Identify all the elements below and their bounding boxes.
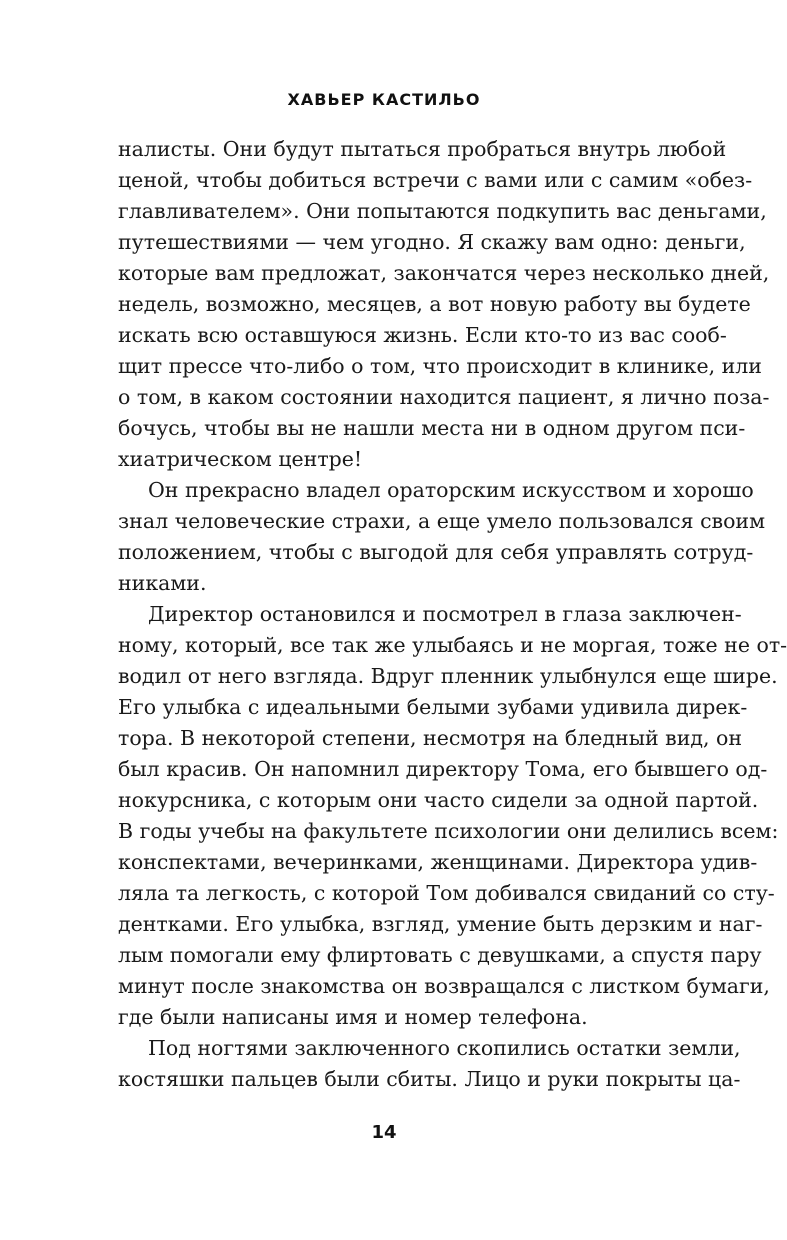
paragraph-first-line: Директор остановился и посмотрел в глаза заключен-	[148, 602, 742, 626]
text-line: лым помогали ему флиртовать с девушками, а спустя пару	[118, 943, 762, 967]
text-line: конспектами, вечеринками, женщинами. Директора удив-	[118, 850, 758, 874]
text-line: которые вам предложат, закончатся через несколько дней,	[118, 261, 770, 285]
text-line: путешествиями — чем угодно. Я скажу вам одно: деньги,	[118, 230, 746, 254]
text-line: водил от него взгляда. Вдруг пленник улыбнулся еще шире.	[118, 664, 778, 688]
text-line: Его улыбка с идеальными белыми зубами удивила дирек-	[118, 695, 748, 719]
text-line: о том, в каком состоянии находится пациент, я лично поза-	[118, 385, 770, 409]
text-line: ному, который, все так же улыбаясь и не моргая, тоже не от-	[118, 633, 787, 657]
text-line: был красив. Он напомнил директору Тома, его бывшего од-	[118, 757, 768, 781]
text-line: недель, возможно, месяцев, а вот новую работу вы будете	[118, 292, 751, 316]
paragraph-first-line: Под ногтями заключенного скопились остатки земли,	[148, 1036, 741, 1060]
text-line: ценой, чтобы добиться встречи с вами или с самим «обез-	[118, 168, 753, 192]
text-line: В годы учебы на факультете психологии они делились всем:	[118, 819, 779, 843]
text-line: дентками. Его улыбка, взгляд, умение быть дерзким и наг-	[118, 912, 763, 936]
text-line: ляла та легкость, с которой Том добивался свиданий со сту-	[118, 881, 775, 905]
text-line: искать всю оставшуюся жизнь. Если кто-то из вас сооб-	[118, 323, 727, 347]
text-line: налисты. Они будут пытаться пробраться внутрь любой	[118, 137, 727, 161]
body-text	[118, 134, 787, 1095]
running-head: ХАВЬЕР КАСТИЛЬО	[287, 90, 481, 109]
text-line: хиатрическом центре!	[118, 447, 363, 471]
text-line: щит прессе что-либо о том, что происходит в клинике, или	[118, 354, 762, 378]
text-line: положением, чтобы с выгодой для себя управлять сотруд-	[118, 540, 754, 564]
text-line: нокурсника, с которым они часто сидели за одной партой.	[118, 788, 759, 812]
text-line: где были написаны имя и номер телефона.	[118, 1005, 588, 1029]
text-line: главливателем». Они попытаются подкупить вас деньгами,	[118, 199, 767, 223]
text-line: костяшки пальцев были сбиты. Лицо и руки покрыты ца-	[118, 1067, 741, 1091]
text-line: никами.	[118, 571, 207, 595]
text-line: тора. В некоторой степени, несмотря на бледный вид, он	[118, 726, 743, 750]
page-number: 14	[371, 1122, 397, 1143]
text-line: знал человеческие страхи, а еще умело пользовался своим	[118, 509, 766, 533]
text-line: минут после знакомства он возвращался с листком бумаги,	[118, 974, 770, 998]
paragraph-first-line: Он прекрасно владел ораторским искусством и хорошо	[148, 478, 754, 502]
text-line: бочусь, чтобы вы не нашли места ни в одном другом пси-	[118, 416, 746, 440]
